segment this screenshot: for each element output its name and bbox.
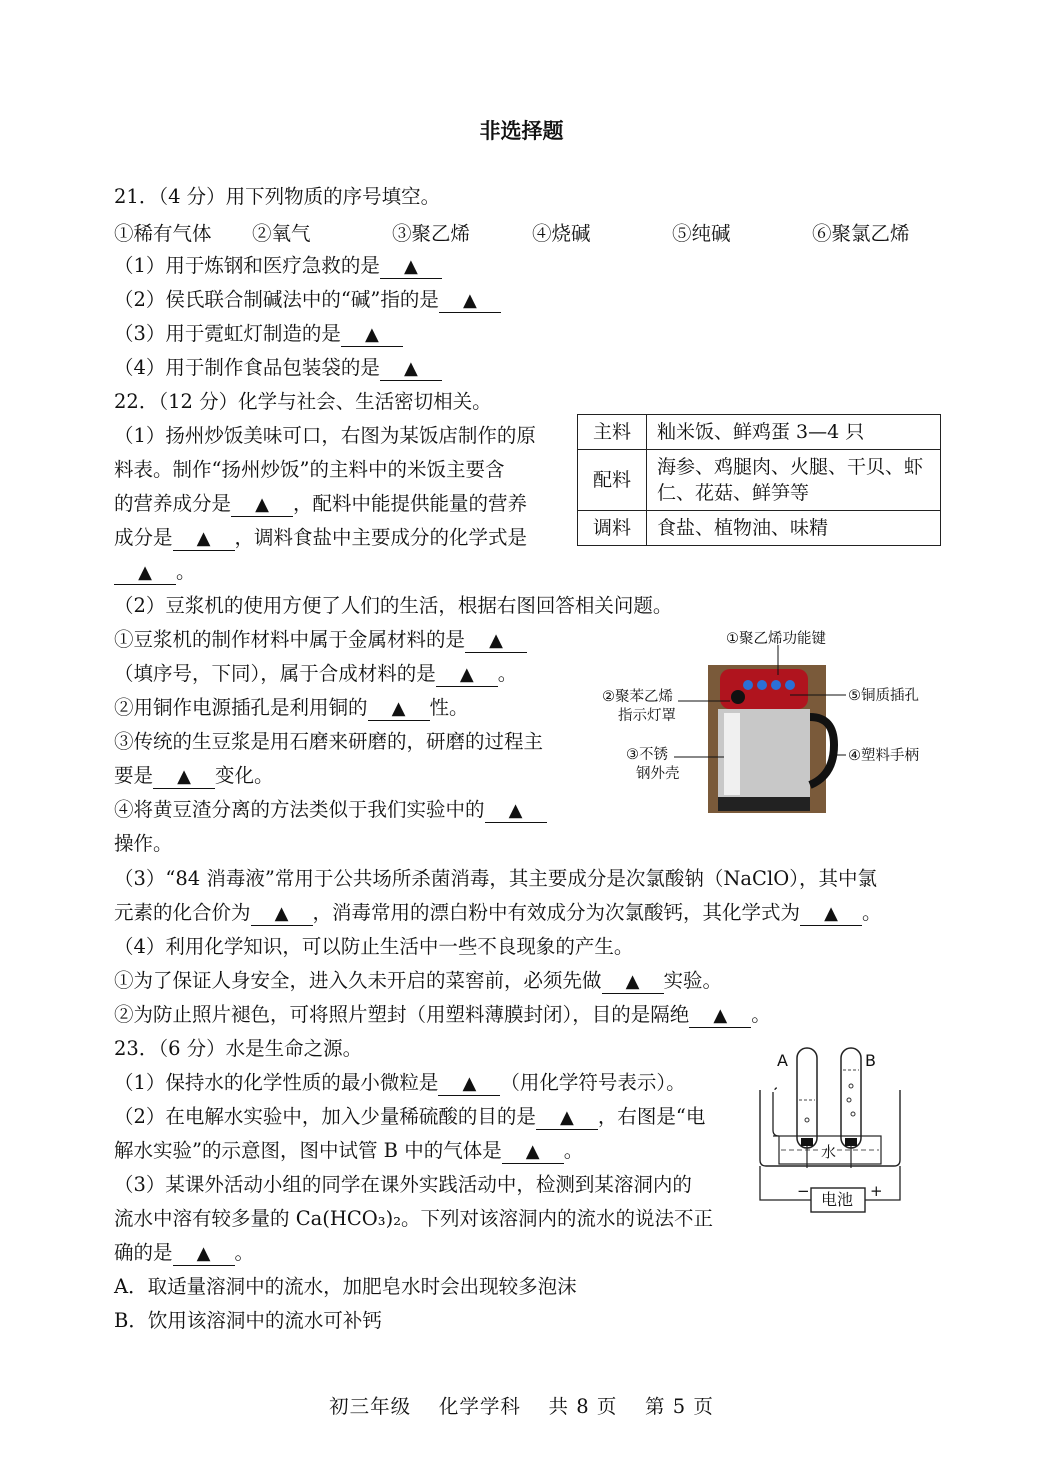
fig-label-1: ①聚乙烯功能键: [726, 631, 826, 647]
tube-a-label: A: [777, 1051, 788, 1070]
fig-label-3a: ③不锈: [626, 747, 668, 763]
answer-blank[interactable]: ▲: [438, 1072, 500, 1096]
q23-p3-line1: （3）某课外活动小组的同学在课外实践活动中，检测到某溶洞内的: [114, 1173, 692, 1196]
answer-blank[interactable]: ▲: [153, 765, 215, 789]
table-row: [578, 415, 941, 450]
answer-blank[interactable]: ▲: [439, 289, 501, 313]
q22-p1-line4: 成分是 ▲ ，调料食盐中主要成分的化学式是: [114, 526, 528, 549]
q23-p2-line1: （2）在电解水实验中，加入少量稀硫酸的目的是 ▲ ，右图是“电: [114, 1105, 706, 1128]
q23-option-a: A．取适量溶洞中的流水，加肥皂水时会出现较多泡沫: [114, 1275, 577, 1298]
answer-blank[interactable]: ▲: [602, 970, 664, 994]
table-key: 调料: [578, 511, 647, 546]
q22-p2-item4b: 操作。: [114, 832, 173, 855]
section-title: 非选择题: [479, 119, 564, 143]
q21-option-6: ⑥聚氯乙烯: [812, 222, 910, 245]
q22-p3-line2: 元素的化合价为 ▲ ，消毒常用的漂白粉中有效成分为次氯酸钙，其化学式为 ▲ 。: [114, 901, 882, 924]
fig-label-2a: ②聚苯乙烯: [602, 689, 673, 705]
table-value: 籼米饭、鲜鸡蛋 3—4 只: [647, 415, 941, 450]
q22-p2-item1a: ①豆浆机的制作材料中属于金属材料的是 ▲: [114, 627, 527, 653]
water-label: 水: [821, 1143, 837, 1161]
q22-p4-head: （4）利用化学知识，可以防止生活中一些不良现象的产生。: [114, 935, 634, 958]
plus-terminal: +: [870, 1182, 883, 1200]
table-row: [578, 450, 941, 511]
q22-p2-item1b: （填序号，下同），属于合成材料的是 ▲ 。: [114, 662, 518, 685]
q22-p2-item2: ②用铜作电源插孔是利用铜的 ▲ 性。: [114, 696, 469, 719]
answer-blank[interactable]: ▲: [536, 1106, 598, 1130]
answer-blank[interactable]: ▲: [251, 902, 313, 926]
q22-p2-head: （2）豆浆机的使用方便了人们的生活，根据右图回答相关问题。: [114, 594, 673, 617]
q21-sub-2: （2）侯氏联合制碱法中的“碱”指的是 ▲: [114, 287, 501, 313]
q21-sub-1: （1）用于炼钢和医疗急救的是 ▲: [114, 253, 442, 279]
fig-label-2b: 指示灯罩: [618, 708, 676, 724]
q22-p3-line1: （3）“84 消毒液”常用于公共场所杀菌消毒，其主要成分是次氯酸钠（NaClO），其中氯: [114, 867, 877, 890]
answer-blank[interactable]: ▲: [380, 255, 442, 279]
q22-p2-item4a: ④将黄豆渣分离的方法类似于我们实验中的 ▲: [114, 797, 547, 823]
q21-sub-4: （4）用于制作食品包装袋的是 ▲: [114, 355, 442, 381]
q21-option-5: ⑤纯碱: [672, 222, 731, 245]
answer-blank[interactable]: ▲: [341, 323, 403, 347]
q21-option-1: ①稀有气体: [114, 222, 212, 245]
q22-p2-item3b: 要是 ▲ 变化。: [114, 764, 274, 787]
q23-option-b: B．饮用该溶洞中的流水可补钙: [114, 1309, 382, 1332]
table-value: 海参、鸡腿肉、火腿、干贝、虾仁、花菇、鲜笋等: [647, 450, 941, 511]
q22-p2-item3a: ③传统的生豆浆是用石磨来研磨的，研磨的过程主: [114, 730, 544, 753]
answer-blank[interactable]: ▲: [114, 561, 176, 585]
q21-head: 21．（4 分）用下列物质的序号填空。: [114, 185, 441, 208]
q22-p1-line2: 料表。制作“扬州炒饭”的主料中的米饭主要含: [114, 458, 505, 481]
table-row: [578, 511, 941, 546]
answer-blank[interactable]: ▲: [436, 663, 498, 687]
q21-option-4: ④烧碱: [532, 222, 591, 245]
answer-blank[interactable]: ▲: [485, 799, 547, 823]
table-key: 主料: [578, 415, 647, 450]
q22-p4-item1: ①为了保证人身安全，进入久未开启的菜窖前，必须先做 ▲ 实验。: [114, 969, 723, 992]
battery-label: 电池: [821, 1190, 854, 1209]
q22-p1-line5: ▲ 。: [114, 559, 196, 585]
answer-blank[interactable]: ▲: [502, 1140, 564, 1164]
q21-option-2: ②氧气: [252, 222, 311, 245]
answer-blank[interactable]: ▲: [465, 629, 527, 653]
page-footer: 初三年级 化学学科 共 8 页 第 5 页: [329, 1395, 714, 1418]
answer-blank[interactable]: ▲: [800, 902, 862, 926]
fig-label-3b: 钢外壳: [636, 766, 680, 782]
answer-blank[interactable]: ▲: [173, 527, 235, 551]
answer-blank[interactable]: ▲: [173, 1242, 235, 1266]
tube-b-label: B: [865, 1051, 876, 1070]
q22-p1-line1: （1）扬州炒饭美味可口，右图为某饭店制作的原: [114, 424, 536, 447]
q22-p4-item2: ②为防止照片褪色，可将照片塑封（用塑料薄膜封闭），目的是隔绝 ▲ 。: [114, 1003, 771, 1026]
q21-sub-3: （3）用于霓虹灯制造的是 ▲: [114, 321, 403, 347]
answer-blank[interactable]: ▲: [689, 1004, 751, 1028]
minus-terminal: −: [797, 1182, 810, 1200]
q23-p2-line2: 解水实验”的示意图，图中试管 B 中的气体是 ▲ 。: [114, 1139, 584, 1162]
answer-blank[interactable]: ▲: [368, 697, 430, 721]
answer-blank[interactable]: ▲: [231, 493, 293, 517]
q23-head: 23．（6 分）水是生命之源。: [114, 1037, 363, 1060]
table-value: 食盐、植物油、味精: [647, 511, 941, 546]
soymilk-maker-figure: [590, 625, 940, 820]
table-key: 配料: [578, 450, 647, 511]
answer-blank[interactable]: ▲: [380, 357, 442, 381]
q23-p1: （1）保持水的化学性质的最小微粒是 ▲ （用化学符号表示）。: [114, 1071, 686, 1094]
q22-p1-line3: 的营养成分是 ▲ ，配料中能提供能量的营养: [114, 492, 528, 515]
fig-label-5: ⑤铜质插孔: [848, 688, 919, 704]
q22-head: 22．（12 分）化学与社会、生活密切相关。: [114, 390, 492, 413]
q23-p3-line2: 流水中溶有较多量的 Ca(HCO₃)₂。下列对该溶洞内的流水的说法不正: [114, 1207, 714, 1230]
q21-option-3: ③聚乙烯: [392, 222, 471, 245]
electrolysis-figure: [755, 1040, 905, 1220]
ingredient-table: [577, 414, 941, 546]
q23-p3-line3: 确的是 ▲ 。: [114, 1241, 255, 1264]
fig-label-4: ④塑料手柄: [848, 748, 919, 764]
